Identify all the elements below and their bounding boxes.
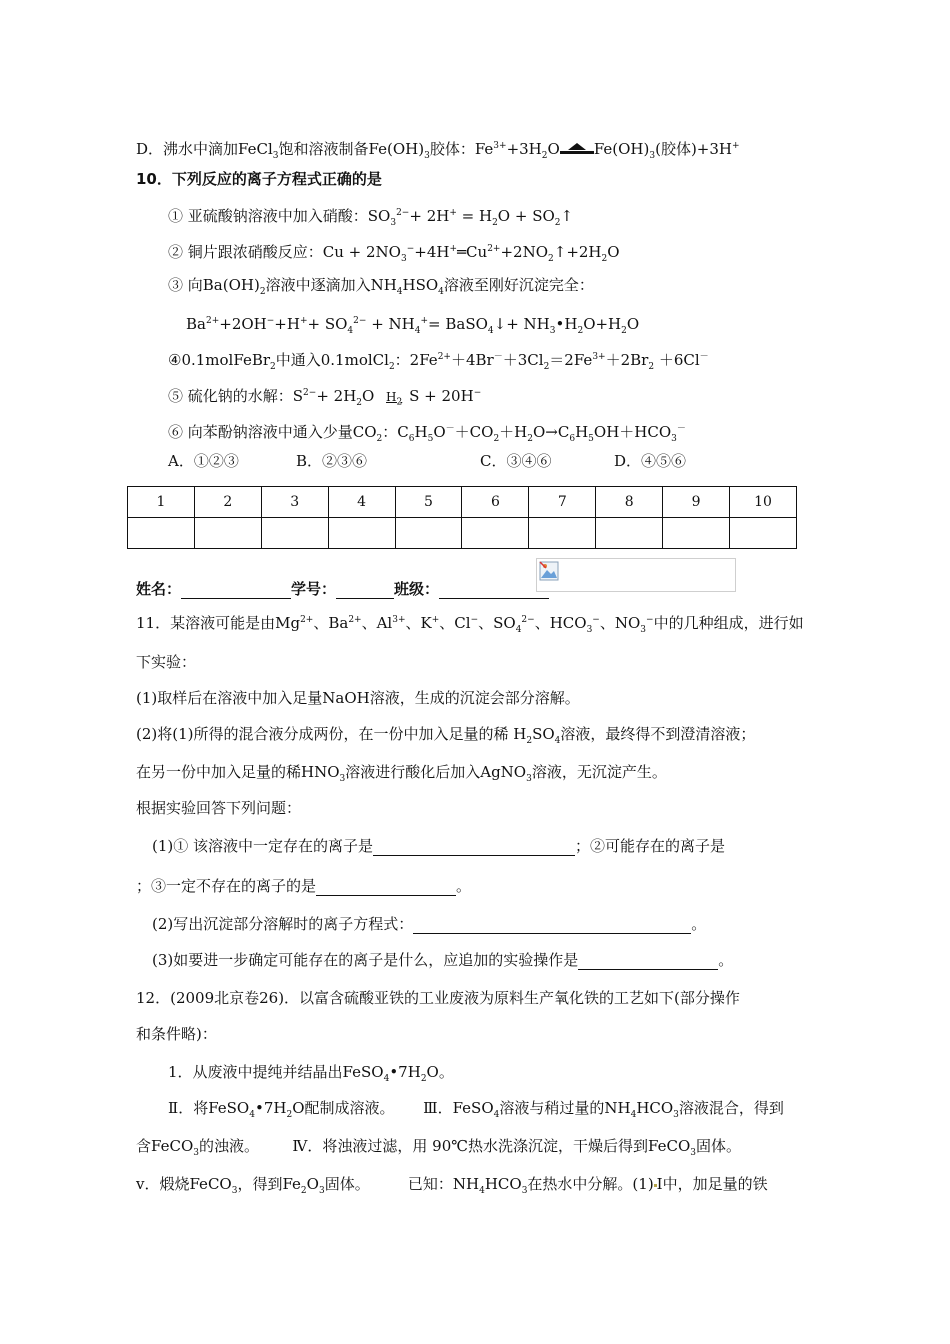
sub: 2 <box>376 434 383 444</box>
text: +H <box>274 315 300 333</box>
sup: 2− <box>353 316 367 326</box>
text: (2)写出沉淀部分溶解时的离子方程式： <box>152 915 414 933</box>
q10-title: 10．下列反应的离子方程式正确的是 <box>136 170 382 188</box>
answer-blank-ions-present[interactable] <box>373 839 575 856</box>
text: = H <box>456 207 493 225</box>
text: ④0.1molFeBr <box>168 351 271 369</box>
sub: 2 <box>300 1186 307 1196</box>
text: Ⅳ．将浊液过滤，用 90℃热水洗涤沉淀，干燥后得到FeCO <box>292 1137 691 1155</box>
answer-blank-operation[interactable] <box>578 953 718 970</box>
sub: 2 <box>648 362 655 372</box>
text: ⑤ 硫化钠的水解：S <box>168 387 304 405</box>
class-field[interactable] <box>439 582 549 599</box>
sub: 2 <box>526 736 533 746</box>
sup: + <box>449 208 457 218</box>
text: ＋3Cl <box>502 351 544 369</box>
answer-cell-1[interactable] <box>128 518 195 549</box>
text: •7H <box>254 1099 287 1117</box>
sub: 2 <box>541 151 548 161</box>
answer-cell-9[interactable] <box>663 518 730 549</box>
sub: 3 <box>318 1186 325 1196</box>
sub: 4 <box>493 1110 500 1120</box>
text: ，得到Fe <box>237 1175 301 1193</box>
sup: − <box>646 615 654 625</box>
q11-line-2: 下实验： <box>136 653 197 671</box>
sub: 4 <box>554 736 561 746</box>
q11-line-3: (1)取样后在溶液中加入足量NaOH溶液，生成的沉淀会部分溶解。 <box>136 689 580 707</box>
sup: 2+ <box>205 316 220 326</box>
sub: 3 <box>400 254 407 264</box>
answer-cell-7[interactable] <box>529 518 596 549</box>
text: ＋H <box>499 423 528 441</box>
sub: 2 <box>492 218 498 228</box>
sup: 2+ <box>300 615 314 625</box>
q11-line-8 <box>136 876 471 896</box>
answer-table-header-row <box>128 487 797 518</box>
option-d-line <box>136 136 740 166</box>
text: ＝2Fe <box>549 351 593 369</box>
q11-line-5 <box>136 762 667 789</box>
answer-header-10: 10 <box>730 487 797 518</box>
text: ↓+ NH <box>493 315 550 333</box>
sup: − <box>473 388 482 398</box>
reversible-arrow-icon <box>379 387 409 412</box>
text: + SO <box>307 315 348 333</box>
answer-header-9: 9 <box>663 487 730 518</box>
text: +2NO <box>500 243 549 261</box>
q12-line-4 <box>168 1098 784 1125</box>
text: 固体。 <box>324 1175 370 1193</box>
q10-option-d: D．④⑤⑥ <box>614 452 687 470</box>
answer-header-7: 7 <box>529 487 596 518</box>
sub: 6 <box>408 434 415 444</box>
sub: 3 <box>424 151 430 161</box>
q11-line-9 <box>152 914 706 934</box>
text: 溶液混合，得到 <box>678 1099 784 1117</box>
id-field[interactable] <box>336 582 394 599</box>
text: O <box>306 1175 319 1193</box>
sub: 3 <box>549 326 556 336</box>
text: ③ 向Ba(OH) <box>168 276 260 294</box>
sub: 3 <box>193 1148 199 1158</box>
answer-header-8: 8 <box>596 487 663 518</box>
answer-table <box>127 486 797 549</box>
q12-line-2: 和条件略)： <box>136 1025 217 1043</box>
answer-header-2: 2 <box>194 487 261 518</box>
answer-cell-8[interactable] <box>596 518 663 549</box>
text: H <box>386 390 397 404</box>
sub: 2 <box>577 326 584 336</box>
q10-item-5 <box>168 383 481 413</box>
text: 。 <box>456 877 472 895</box>
sub: 4 <box>383 1074 390 1084</box>
text: 11．某溶液可能是由Mg <box>136 614 301 632</box>
text: ：2Fe <box>394 351 438 369</box>
sub: 2 <box>554 218 561 228</box>
sub: 2 <box>601 254 608 264</box>
answer-cell-4[interactable] <box>328 518 395 549</box>
sub: 6 <box>569 434 576 444</box>
text: SO <box>532 725 555 743</box>
text: ；③一定不存在的离子的是 <box>136 877 317 895</box>
answer-header-3: 3 <box>261 487 328 518</box>
sub: 2 <box>543 362 550 372</box>
text: ⑥ 向苯酚钠溶液中通入少量CO <box>168 423 377 441</box>
text: (2)将(1)所得的混合液分成两份，在一份中加入足量的稀 H <box>136 725 527 743</box>
text: +2OH <box>219 315 267 333</box>
text: 已知：NH <box>407 1175 480 1193</box>
text: + NH <box>366 315 415 333</box>
q11-line-7 <box>152 836 725 856</box>
text: O+H <box>583 315 622 333</box>
q11-line-1 <box>136 610 804 640</box>
sub: 2 <box>493 434 500 444</box>
text: ↑+2H <box>553 243 602 261</box>
name-field[interactable] <box>181 582 291 599</box>
q10-item-2 <box>168 239 620 269</box>
q10-item-3 <box>168 275 594 302</box>
sub: 2 <box>396 397 403 408</box>
text: 。 <box>691 915 707 933</box>
text: = BaSO <box>428 315 488 333</box>
q10-item-4 <box>168 347 709 377</box>
text: O <box>433 423 446 441</box>
text: H <box>575 423 589 441</box>
q10-option-a: A．①②③ <box>168 452 239 470</box>
text: ＋2Br <box>605 351 649 369</box>
text: HCO <box>484 1175 522 1193</box>
text: O→C <box>533 423 570 441</box>
sub: 2 <box>259 287 266 297</box>
q10-item-6 <box>168 419 686 449</box>
sup: 2+ <box>487 244 501 254</box>
answer-header-5: 5 <box>395 487 462 518</box>
text: Ⅰ中，加足量的铁 <box>656 1175 768 1193</box>
q10-option-c: C．③④⑥ <box>480 452 552 470</box>
text: ═Cu <box>457 243 488 261</box>
text: 、HCO <box>534 614 587 632</box>
text: 、Cl <box>439 614 471 632</box>
sup: 3+ <box>592 352 606 362</box>
sub: 3 <box>231 1186 238 1196</box>
sub: 3 <box>526 774 532 784</box>
text: ；②可能存在的离子是 <box>575 837 726 855</box>
answer-cell-2[interactable] <box>194 518 261 549</box>
text: OH＋HCO <box>593 423 672 441</box>
sup: − <box>592 615 600 625</box>
text: + 2H <box>316 387 357 405</box>
sub: 4 <box>438 287 444 297</box>
text: 的浊液。 <box>198 1137 259 1155</box>
answer-cell-3[interactable] <box>261 518 328 549</box>
sup: 2− <box>521 615 535 625</box>
sub: 3 <box>521 1186 528 1196</box>
broken-image-icon <box>539 561 559 581</box>
text: Ⅱ．将FeSO <box>168 1099 250 1117</box>
text: (1)① 该溶液中一定存在的离子是 <box>152 837 374 855</box>
text: O。 <box>426 1063 454 1081</box>
sup: 2− <box>396 208 410 218</box>
sup: － <box>493 352 503 362</box>
sub: 4 <box>630 1110 637 1120</box>
sup: + <box>449 244 458 254</box>
q10-item-1 <box>168 203 573 233</box>
sub: 2 <box>420 1074 427 1084</box>
sup: － <box>676 424 686 434</box>
sub: 3 <box>690 1148 696 1158</box>
text: O <box>607 243 620 261</box>
text: Fe(OH) <box>593 140 650 158</box>
q11-line-10 <box>152 950 733 970</box>
answer-table-input-row <box>128 518 797 549</box>
text: O <box>547 140 560 158</box>
sup: − <box>470 615 479 625</box>
text: 中的几种组成，进行如 <box>653 614 804 632</box>
sub: 3 <box>339 774 346 784</box>
text: HSO <box>402 276 439 294</box>
sup: + <box>431 615 440 625</box>
answer-blank-ions-absent[interactable] <box>316 879 456 896</box>
sup: + <box>732 141 740 151</box>
text: 、Al <box>361 614 393 632</box>
text: 、SO <box>478 614 516 632</box>
q10-option-b: B．②③⑥ <box>296 452 368 470</box>
text: +4H <box>414 243 450 261</box>
text: O <box>626 315 640 333</box>
text: Ba <box>186 315 206 333</box>
text: 胶体：Fe <box>429 140 494 158</box>
sub: 3 <box>649 151 656 161</box>
answer-blank-equation[interactable] <box>413 917 691 934</box>
text: 含FeCO <box>136 1137 194 1155</box>
q11-line-4 <box>136 724 755 751</box>
sup: 3+ <box>392 615 406 625</box>
text: •H <box>555 315 578 333</box>
answer-cell-10[interactable] <box>730 518 797 549</box>
sub: 4 <box>479 1186 485 1196</box>
sub: 4 <box>414 326 421 336</box>
sup: 3+ <box>493 141 507 151</box>
text: ② 铜片跟浓硝酸反应：Cu + 2NO <box>168 243 401 261</box>
sub: 2 <box>356 398 363 408</box>
sup: + <box>299 316 308 326</box>
sub: 2 <box>548 254 554 264</box>
text: O + SO <box>497 207 555 225</box>
sub: 2 <box>388 362 395 372</box>
sub: 3 <box>640 625 647 635</box>
sup: − <box>266 316 275 326</box>
text: + 2H <box>409 207 450 225</box>
text: D．沸水中滴加FeCl <box>136 140 273 158</box>
sub: 4 <box>249 1110 255 1120</box>
sup: － <box>699 352 709 362</box>
heat-arrow-icon <box>560 143 594 157</box>
text: 、NO <box>599 614 641 632</box>
text: Ⅲ．FeSO <box>423 1099 494 1117</box>
sub: 3 <box>673 1110 679 1120</box>
text: 、K <box>405 614 432 632</box>
text: S + 20H <box>409 387 474 405</box>
sub: 5 <box>427 434 434 444</box>
text: (胶体)+3H <box>655 140 732 158</box>
q11-line-6: 根据实验回答下列问题： <box>136 799 302 817</box>
text: 在另一份中加入足量的稀HNO <box>136 763 340 781</box>
sub: 3 <box>272 151 279 161</box>
text: •7H <box>389 1063 421 1081</box>
broken-image-placeholder <box>536 558 736 592</box>
answer-header-6: 6 <box>462 487 529 518</box>
text: 溶液进行酸化后加入AgNO <box>345 763 527 781</box>
text: O <box>362 387 375 405</box>
sub: 3 <box>390 218 397 228</box>
id-label: 学号： <box>291 580 337 598</box>
text: 溶液中逐滴加入NH <box>265 276 397 294</box>
text: 溶液，无沉淀产生。 <box>531 763 667 781</box>
sub: 2 <box>621 326 627 336</box>
student-info <box>136 579 549 599</box>
text: HCO <box>636 1099 674 1117</box>
name-label: 姓名： <box>136 580 182 598</box>
sub: 4 <box>396 287 403 297</box>
up-arrow: ↑ <box>560 207 574 225</box>
text: 固体。 <box>696 1137 742 1155</box>
sup: 2+ <box>437 352 451 362</box>
sub: 2 <box>270 362 276 372</box>
sub: 3 <box>671 434 677 444</box>
q12-line-1: 12．(2009北京卷26)．以富含硫酸亚铁的工业废液为原料生产氧化铁的工艺如下(部分操作 <box>136 989 740 1007</box>
text: 溶液至刚好沉淀完全： <box>443 276 594 294</box>
answer-header-1: 1 <box>128 487 195 518</box>
sub: 2 <box>286 1110 293 1120</box>
sub: 4 <box>487 326 494 336</box>
sup: − <box>406 244 415 254</box>
class-label: 班级： <box>394 580 440 598</box>
text: 在热水中分解。(1) <box>527 1175 654 1193</box>
sub: 5 <box>588 434 594 444</box>
sub: 2 <box>527 434 533 444</box>
answer-header-4: 4 <box>328 487 395 518</box>
text: 、Ba <box>313 614 349 632</box>
text: 饱和溶液制备Fe(OH) <box>278 140 425 158</box>
text: (3)如要进一步确定可能存在的离子是什么，应追加的实验操作是 <box>152 951 579 969</box>
text: 中通入0.1molCl <box>275 351 389 369</box>
text: ① 亚硫酸钠溶液中加入硝酸：SO <box>168 207 391 225</box>
answer-cell-6[interactable] <box>462 518 529 549</box>
text: H <box>414 423 428 441</box>
sup: 2+ <box>348 615 362 625</box>
text: ⅴ．煅烧FeCO <box>136 1175 232 1193</box>
text: 。 <box>718 951 734 969</box>
text: ：C <box>382 423 409 441</box>
q12-line-3 <box>168 1062 454 1089</box>
sub: 3 <box>586 625 593 635</box>
sub: 4 <box>515 625 522 635</box>
text: ＋6Cl <box>654 351 700 369</box>
text: O配制成溶液。 <box>292 1099 395 1117</box>
q12-line-6 <box>136 1174 768 1201</box>
q10-item-3-equation <box>186 311 639 341</box>
sup: + <box>420 316 429 326</box>
text: 溶液，最终得不到澄清溶液； <box>560 725 756 743</box>
sub: 4 <box>347 326 354 336</box>
text: ＋4Br <box>450 351 494 369</box>
q12-line-5 <box>136 1136 741 1163</box>
sup: 2− <box>303 388 317 398</box>
text: +3H <box>506 140 542 158</box>
text: 溶液与稍过量的NH <box>499 1099 631 1117</box>
sup: － <box>445 424 455 434</box>
text: ＋CO <box>454 423 494 441</box>
text: 1．从废液中提纯并结晶出FeSO <box>168 1063 384 1081</box>
answer-cell-5[interactable] <box>395 518 462 549</box>
